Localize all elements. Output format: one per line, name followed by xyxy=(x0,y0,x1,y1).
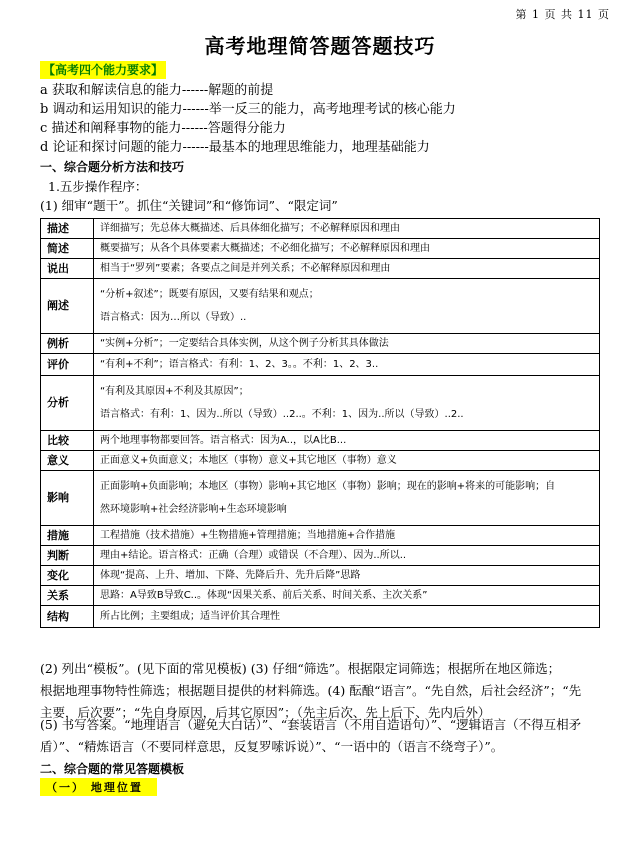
answer-term: 简述 xyxy=(41,239,94,259)
table-row xyxy=(41,586,600,606)
table-row xyxy=(41,376,600,431)
table-row xyxy=(41,279,600,334)
table-row xyxy=(41,219,600,239)
description-line: 正面意义+负面意义；本地区（事物）意义+其它地区（事物）意义 xyxy=(100,454,397,466)
answer-term: 例析 xyxy=(41,334,94,354)
description-line: 两个地理事物都要回答。语言格式：因为A..，以A比B... xyxy=(100,434,347,446)
description-line: 理由+结论。语言格式：正确（合理）或错误（不合理）、因为..所以.. xyxy=(100,549,407,561)
table-row xyxy=(41,334,600,354)
location-subsection-tag: （一） 地理位置 xyxy=(40,778,157,796)
description-line: 所占比例；主要组成；适当评价其合理性 xyxy=(100,610,280,622)
description-line: 工程措施（技术措施）+生物措施+管理措施；当地措施+合作措施 xyxy=(100,529,396,541)
answer-description xyxy=(94,451,600,471)
page-number: 第 1 页 共 11 页 xyxy=(515,8,610,21)
description-line: 语言格式：因为…所以（导致）.. xyxy=(100,312,247,323)
step-1: (1) 细审“题干”。抓住“关键词”和“修饰词”、“限定词” xyxy=(40,198,338,213)
answer-term-table xyxy=(40,218,600,628)
answer-description xyxy=(94,219,600,239)
description-line: 思路：A导致B导致C..。体现“因果关系、前后关系、时间关系、主次关系” xyxy=(100,589,428,601)
page-title: 高考地理简答题答题技巧 xyxy=(204,34,436,58)
ability-item: c 描述和阐释事物的能力------答题得分能力 xyxy=(40,121,286,136)
answer-term: 判断 xyxy=(41,546,94,566)
answer-term: 评价 xyxy=(41,354,94,376)
step-title: 1.五步操作程序： xyxy=(48,179,148,194)
answer-description xyxy=(94,566,600,586)
answer-description xyxy=(94,239,600,259)
section-heading-analysis: 一、综合题分析方法和技巧 xyxy=(40,160,185,174)
answer-description xyxy=(94,354,600,376)
table-row xyxy=(41,239,600,259)
answer-term: 说出 xyxy=(41,259,94,279)
description-line: 然环境影响+社会经济影响+生态环境影响 xyxy=(100,504,287,515)
answer-term: 比较 xyxy=(41,431,94,451)
answer-term: 分析 xyxy=(41,376,94,431)
description-line: 概要描写；从各个具体要素大概描述；不必细化描写；不必解释原因和理由 xyxy=(100,242,430,254)
answer-term: 描述 xyxy=(41,219,94,239)
table-row xyxy=(41,546,600,566)
paragraph-line: (5) 书写答案。“地理语言（避免大白话）”、“套装语言（不用自造语句）”、“逻辑语言（不得互相矛 xyxy=(40,717,582,732)
paragraph-line: 根据地理事物特性筛选；根据题目提供的材料筛选。(4) 酝酿“语言”。“先自然，后社会经济”；“先 xyxy=(40,683,582,698)
description-line: 正面影响+负面影响；本地区（事物）影响+其它地区（事物）影响；现在的影响+将来的可能影响；自 xyxy=(100,481,556,492)
answer-term: 阐述 xyxy=(41,279,94,334)
table-row xyxy=(41,566,600,586)
answer-term: 意义 xyxy=(41,451,94,471)
description-line: 体现“提高、上升、增加、下降、先降后升、先升后降”思路 xyxy=(100,569,361,581)
section-heading-templates: 二、综合题的常见答题模板 xyxy=(40,762,185,776)
table-row xyxy=(41,431,600,451)
description-line: “有利及其原因+不利及其原因”； xyxy=(100,386,249,397)
table-row xyxy=(41,526,600,546)
description-line: 相当于“罗列”要素；各要点之间是并列关系；不必解释原因和理由 xyxy=(100,262,391,274)
table-row xyxy=(41,451,600,471)
description-line: “有利+不利”；语言格式：有利：1、2、3。。不利：1、2、3.. xyxy=(100,358,379,370)
paragraph-line: 主要，后次要”；“先自身原因，后其它原因”；（先主后次、先上后下、先内后外） xyxy=(40,705,491,720)
step-5-paragraph xyxy=(40,714,605,758)
answer-term: 措施 xyxy=(41,526,94,546)
answer-description xyxy=(94,606,600,628)
answer-description xyxy=(94,586,600,606)
description-line: “实例+分析”；一定要结合具体实例，从这个例子分析其具体做法 xyxy=(100,337,389,349)
paragraph-line: (2) 列出“模板”。(见下面的常见模板) (3) 仔细“筛选”。根据限定词筛选；根据所在地区筛选； xyxy=(40,661,561,676)
answer-term: 影响 xyxy=(41,471,94,526)
description-line: “分析+叙述”；既要有原因，又要有结果和观点； xyxy=(100,289,319,300)
ability-item: a 获取和解读信息的能力------解题的前提 xyxy=(40,83,274,98)
table-row xyxy=(41,259,600,279)
paragraph-line: 盾）”、“精炼语言（不要同样意思，反复罗嗦诉说）”、“一语中的（语言不绕弯子）”。 xyxy=(40,739,504,754)
ability-requirements-tag: 【高考四个能力要求】 xyxy=(40,61,166,79)
description-line: 详细描写；先总体大概描述、后具体细化描写；不必解释原因和理由 xyxy=(100,222,400,234)
answer-description xyxy=(94,376,600,431)
table-row xyxy=(41,606,600,628)
answer-term: 结构 xyxy=(41,606,94,628)
answer-description xyxy=(94,431,600,451)
description-line: 语言格式：有利：1、因为..所以（导致）..2..。不利：1、因为..所以（导致）..2.. xyxy=(100,409,464,420)
answer-description xyxy=(94,546,600,566)
answer-description xyxy=(94,334,600,354)
answer-description xyxy=(94,526,600,546)
answer-description xyxy=(94,259,600,279)
answer-description xyxy=(94,471,600,526)
answer-term: 关系 xyxy=(41,586,94,606)
table-row xyxy=(41,354,600,376)
table-row xyxy=(41,471,600,526)
ability-item: b 调动和运用知识的能力------举一反三的能力，高考地理考试的核心能力 xyxy=(40,102,456,117)
ability-item: d 论证和探讨问题的能力------最基本的地理思维能力，地理基础能力 xyxy=(40,140,430,155)
answer-term: 变化 xyxy=(41,566,94,586)
answer-description xyxy=(94,279,600,334)
